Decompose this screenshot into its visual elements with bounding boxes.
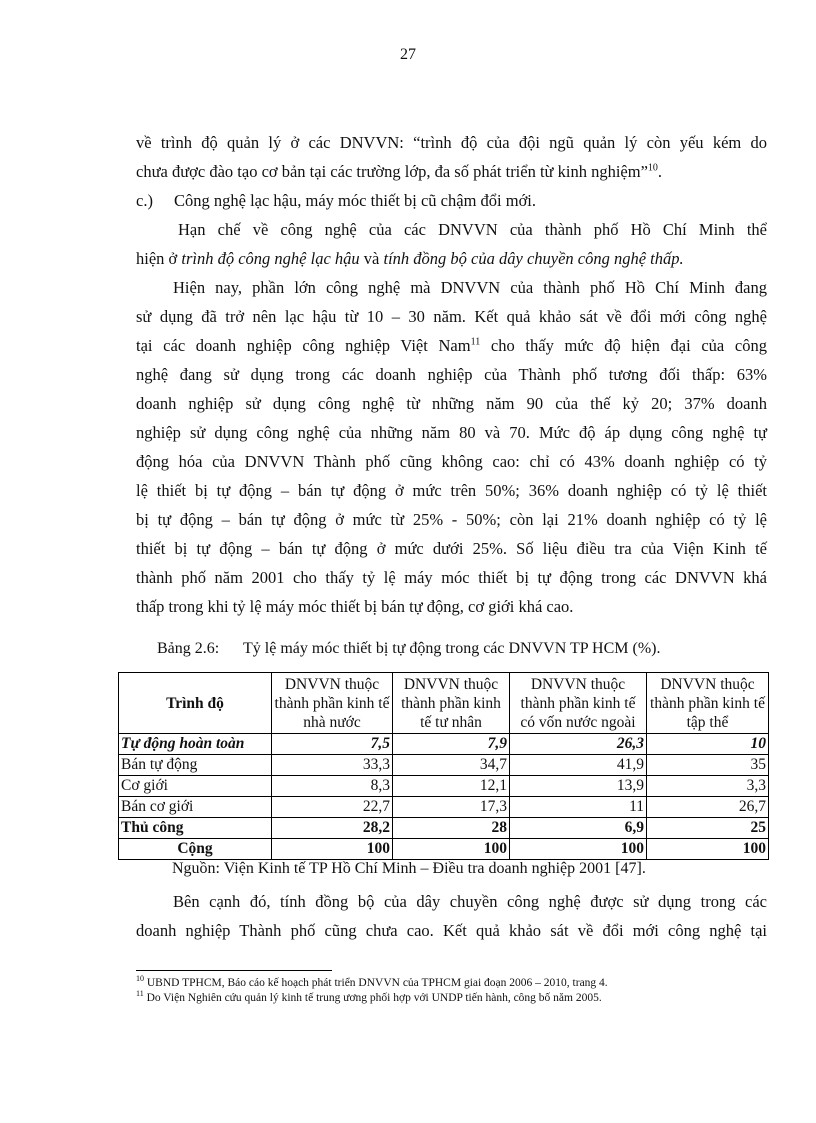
table-caption <box>157 640 661 658</box>
table-cell: 12,1 <box>393 776 510 797</box>
data-table <box>118 672 769 860</box>
paragraph-line: lệ thiết bị tự động – bán tự động ở mức trên 50%; 36% doanh nghiệp có tỷ lệ thiết <box>136 481 767 500</box>
table-cell: 26,3 <box>510 734 647 755</box>
table-cell: 100 <box>647 839 769 860</box>
table-cell: 13,9 <box>510 776 647 797</box>
paragraph-line: tại các doanh nghiệp công nghiệp Việt Nam$^{11}$ cho thấy mức độ hiện đại của công <box>136 336 767 355</box>
table-row <box>119 797 769 818</box>
column-header: Trình độ <box>119 673 272 734</box>
row-label: Thủ công <box>119 818 272 839</box>
table-cell: 10 <box>647 734 769 755</box>
emphasis-text: tính đồng bộ của dây chuyền công nghệ thấp. <box>383 249 684 268</box>
paragraph-line: nghiệp sử dụng công nghệ của những năm 80 và 70. Mức độ áp dụng công nghệ tự <box>136 423 767 442</box>
row-label: Bán tự động <box>119 755 272 776</box>
table-cell: 25 <box>647 818 769 839</box>
paragraph-line: doanh nghiệp Thành phố cũng chưa cao. Kết quả khảo sát về đổi mới công nghệ tại <box>136 921 767 940</box>
column-header: DNVVN thuộc thành phần kinh tế tập thể <box>647 673 769 734</box>
body-text-upper <box>136 128 767 621</box>
list-item-c: c.) Công nghệ lạc hậu, máy móc thiết bị cũ chậm đổi mới. <box>136 186 767 215</box>
table-cell: 100 <box>393 839 510 860</box>
emphasis-text: trình độ công nghệ lạc hậu <box>181 249 360 268</box>
paragraph-line: sử dụng đã trở nên lạc hậu từ 10 – 30 năm. Kết quả khảo sát về đổi mới công nghệ <box>136 307 767 326</box>
table-cell: 17,3 <box>393 797 510 818</box>
paragraph-line: thành phố năm 2001 cho thấy tỷ lệ máy móc thiết bị tự động trong các DNVVN khá <box>136 568 767 587</box>
table-header-row <box>119 673 769 734</box>
column-header: DNVVN thuộc thành phần kinh tế nhà nước <box>272 673 393 734</box>
footnote-text: UBND TPHCM, Báo cáo kế hoạch phát triển DNVVN của TPHCM giai đoạn 2006 – 2010, trang 4. <box>146 977 608 989</box>
table-cell: 41,9 <box>510 755 647 776</box>
footnote-number: 11 <box>136 989 144 999</box>
footnote-number: 10 <box>136 974 144 984</box>
table-row <box>119 776 769 797</box>
body-text-lower <box>136 887 767 945</box>
footnotes <box>136 976 608 1006</box>
table-cell: 100 <box>272 839 393 860</box>
table-cell: 34,7 <box>393 755 510 776</box>
table-cell: 22,7 <box>272 797 393 818</box>
table-cell: 11 <box>510 797 647 818</box>
table-total-row <box>119 839 769 860</box>
row-label: Cộng <box>119 839 272 860</box>
paragraph-line: động hóa của DNVVN Thành phố cũng không cao: chỉ có 43% doanh nghiệp có tỷ <box>136 452 767 471</box>
paragraph-line: thấp trong khi tỷ lệ máy móc thiết bị bán tự động, cơ giới khá cao. <box>136 597 574 616</box>
list-marker: c.) <box>136 191 153 210</box>
row-label: Cơ giới <box>119 776 272 797</box>
table-source: Nguồn: Viện Kinh tế TP Hồ Chí Minh – Điều tra doanh nghiệp 2001 [47]. <box>172 860 646 877</box>
table-cell: 7,5 <box>272 734 393 755</box>
paragraph-line: bị tự động – bán tự động ở mức từ 25% - 50%; còn lại 21% doanh nghiệp có tỷ lệ <box>136 510 767 529</box>
table-cell: 7,9 <box>393 734 510 755</box>
table-cell: 3,3 <box>647 776 769 797</box>
footnote <box>136 976 608 991</box>
row-label: Bán cơ giới <box>119 797 272 818</box>
paragraph-line: Hiện nay, phần lớn công nghệ mà DNVVN của thành phố Hồ Chí Minh đang <box>173 278 767 297</box>
table-row <box>119 734 769 755</box>
table-cell: 28 <box>393 818 510 839</box>
paragraph-line: nghệ đang sử dụng trong các doanh nghiệp của Thành phố tương đối thấp: 63% <box>136 365 767 384</box>
column-header: DNVVN thuộc thành phần kinh tế có vốn nước ngoài <box>510 673 647 734</box>
table-cell: 6,9 <box>510 818 647 839</box>
table-caption-text: Tỷ lệ máy móc thiết bị tự động trong các DNVVN TP HCM (%). <box>243 640 661 657</box>
paragraph-line: chưa được đào tạo cơ bản tại các trường lớp, đa số phát triển từ kinh nghiệm”$^{10}$. <box>136 162 663 181</box>
paragraph-line: doanh nghiệp sử dụng công nghệ từ những năm 90 của thế kỷ 20; 37% doanh <box>136 394 767 413</box>
table-cell: 35 <box>647 755 769 776</box>
paragraph-line: Hạn chế về công nghệ của các DNVVN của thành phố Hồ Chí Minh thể <box>178 220 767 239</box>
table-row <box>119 755 769 776</box>
paragraph-line: hiện ở trình độ công nghệ lạc hậu và tính đồng bộ của dây chuyền công nghệ thấp. <box>136 249 684 268</box>
table-cell: 28,2 <box>272 818 393 839</box>
table-cell: 100 <box>510 839 647 860</box>
footnote-separator <box>136 970 332 971</box>
paragraph-line: thiết bị tự động – bán tự động ở mức dưới 25%. Số liệu điều tra của Viện Kinh tế <box>136 539 767 558</box>
table-cell: 33,3 <box>272 755 393 776</box>
column-header: DNVVN thuộc thành phần kinh tế tư nhân <box>393 673 510 734</box>
paragraph-line: về trình độ quản lý ở các DNVVN: “trình độ của đội ngũ quản lý còn yếu kém do <box>136 133 767 152</box>
footnote-text: Do Viện Nghiên cứu quản lý kinh tế trung ương phối hợp với UNDP tiến hành, công bố năm 2005. <box>146 992 602 1004</box>
table-row <box>119 818 769 839</box>
table-caption-label: Bảng 2.6: <box>157 640 220 657</box>
row-label: Tự động hoàn toàn <box>119 734 272 755</box>
table-cell: 26,7 <box>647 797 769 818</box>
paragraph-line: Bên cạnh đó, tính đồng bộ của dây chuyền công nghệ được sử dụng trong các <box>173 892 767 911</box>
footnote-ref: 10 <box>647 162 658 174</box>
footnote <box>136 991 608 1006</box>
page-number: 27 <box>400 46 416 63</box>
table-cell: 8,3 <box>272 776 393 797</box>
footnote-ref: 11 <box>470 336 481 348</box>
